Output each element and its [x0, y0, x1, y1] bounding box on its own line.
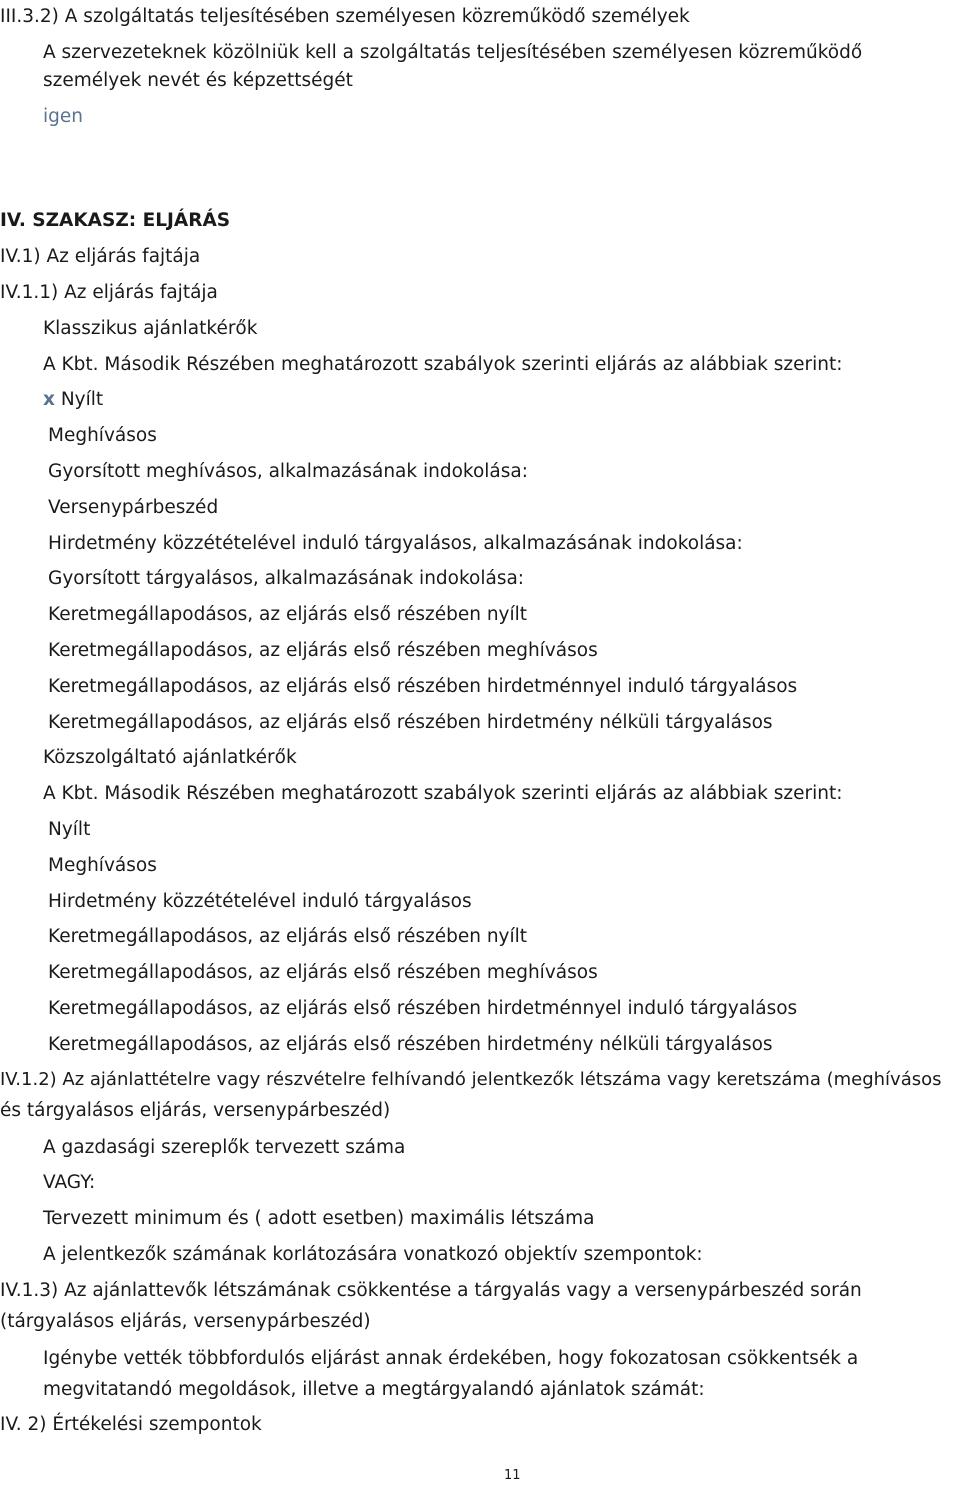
section-heading: (tárgyalásos eljárás, versenypárbeszéd): [0, 1311, 371, 1332]
text-line: személyek nevét és képzettségét: [43, 70, 353, 91]
option-label: Keretmegállapodásos, az eljárás első részében nyílt: [48, 604, 528, 625]
section-heading: III.3.2) A szolgáltatás teljesítésében személyesen közreműködő személyek: [0, 6, 690, 27]
section-heading: és tárgyalásos eljárás, versenypárbeszéd): [0, 1100, 391, 1121]
option-label: Versenypárbeszéd: [48, 497, 219, 518]
page-number: 11: [504, 1468, 521, 1483]
option-label: Meghívásos: [48, 425, 157, 446]
option-label: Keretmegállapodásos, az eljárás első részében nyílt: [48, 926, 528, 947]
option-label: Hirdetmény közzétételével induló tárgyalásos: [48, 891, 472, 912]
text-line: A gazdasági szereplők tervezett száma: [43, 1137, 406, 1158]
text-line: Tervezett minimum és ( adott esetben) maximális létszáma: [43, 1208, 595, 1229]
text-line: A Kbt. Második Részében meghatározott szabályok szerinti eljárás az alábbiak szerint:: [43, 783, 843, 804]
option-row: [43, 388, 103, 412]
option-label: Nyílt: [48, 819, 91, 840]
answer-value: igen: [43, 106, 83, 127]
text-line: megvitatandó megoldások, illetve a megtárgyalandó ajánlatok számát:: [43, 1379, 705, 1400]
option-label: Hirdetmény közzétételével induló tárgyalásos, alkalmazásának indokolása:: [48, 533, 743, 554]
section-heading: IV. 2) Értékelési szempontok: [0, 1414, 262, 1435]
text-line: Klasszikus ajánlatkérők: [43, 318, 258, 339]
option-label: Meghívásos: [48, 855, 157, 876]
option-label: Keretmegállapodásos, az eljárás első részében hirdetménnyel induló tárgyalásos: [48, 676, 798, 697]
option-label: Keretmegállapodásos, az eljárás első részében hirdetménnyel induló tárgyalásos: [48, 998, 798, 1019]
option-label: Keretmegállapodásos, az eljárás első részében hirdetmény nélküli tárgyalásos: [48, 1034, 773, 1055]
checked-mark: x: [43, 389, 55, 410]
section-heading: IV.1.2) Az ajánlattételre vagy részvételre felhívandó jelentkezők létszáma vagy keretszáma (meghívásos: [0, 1069, 942, 1090]
option-label: Nyílt: [60, 389, 104, 410]
text-line: A jelentkezők számának korlátozására vonatkozó objektív szempontok:: [43, 1244, 703, 1265]
text-line: VAGY:: [43, 1172, 96, 1193]
option-label: Gyorsított tárgyalásos, alkalmazásának indokolása:: [48, 568, 525, 589]
section-heading: IV.1.1) Az eljárás fajtája: [0, 282, 218, 303]
text-line: Igénybe vették többfordulós eljárást annak érdekében, hogy fokozatosan csökkentsék a: [43, 1348, 859, 1369]
text-line: A Kbt. Második Részében meghatározott szabályok szerinti eljárás az alábbiak szerint:: [43, 354, 843, 375]
text-line: A szervezeteknek közölniük kell a szolgáltatás teljesítésében személyesen közreműködő: [43, 42, 863, 63]
section-heading: IV.1.3) Az ajánlattevők létszámának csökkentése a tárgyalás vagy a versenypárbeszéd során: [0, 1280, 862, 1301]
text-line: Közszolgáltató ajánlatkérők: [43, 747, 297, 768]
section-title: IV. SZAKASZ: ELJÁRÁS: [0, 210, 231, 231]
option-label: Gyorsított meghívásos, alkalmazásának indokolása:: [48, 461, 528, 482]
option-label: Keretmegállapodásos, az eljárás első részében meghívásos: [48, 640, 598, 661]
section-heading: IV.1) Az eljárás fajtája: [0, 246, 201, 267]
option-label: Keretmegállapodásos, az eljárás első részében meghívásos: [48, 962, 598, 983]
option-label: Keretmegállapodásos, az eljárás első részében hirdetmény nélküli tárgyalásos: [48, 712, 773, 733]
